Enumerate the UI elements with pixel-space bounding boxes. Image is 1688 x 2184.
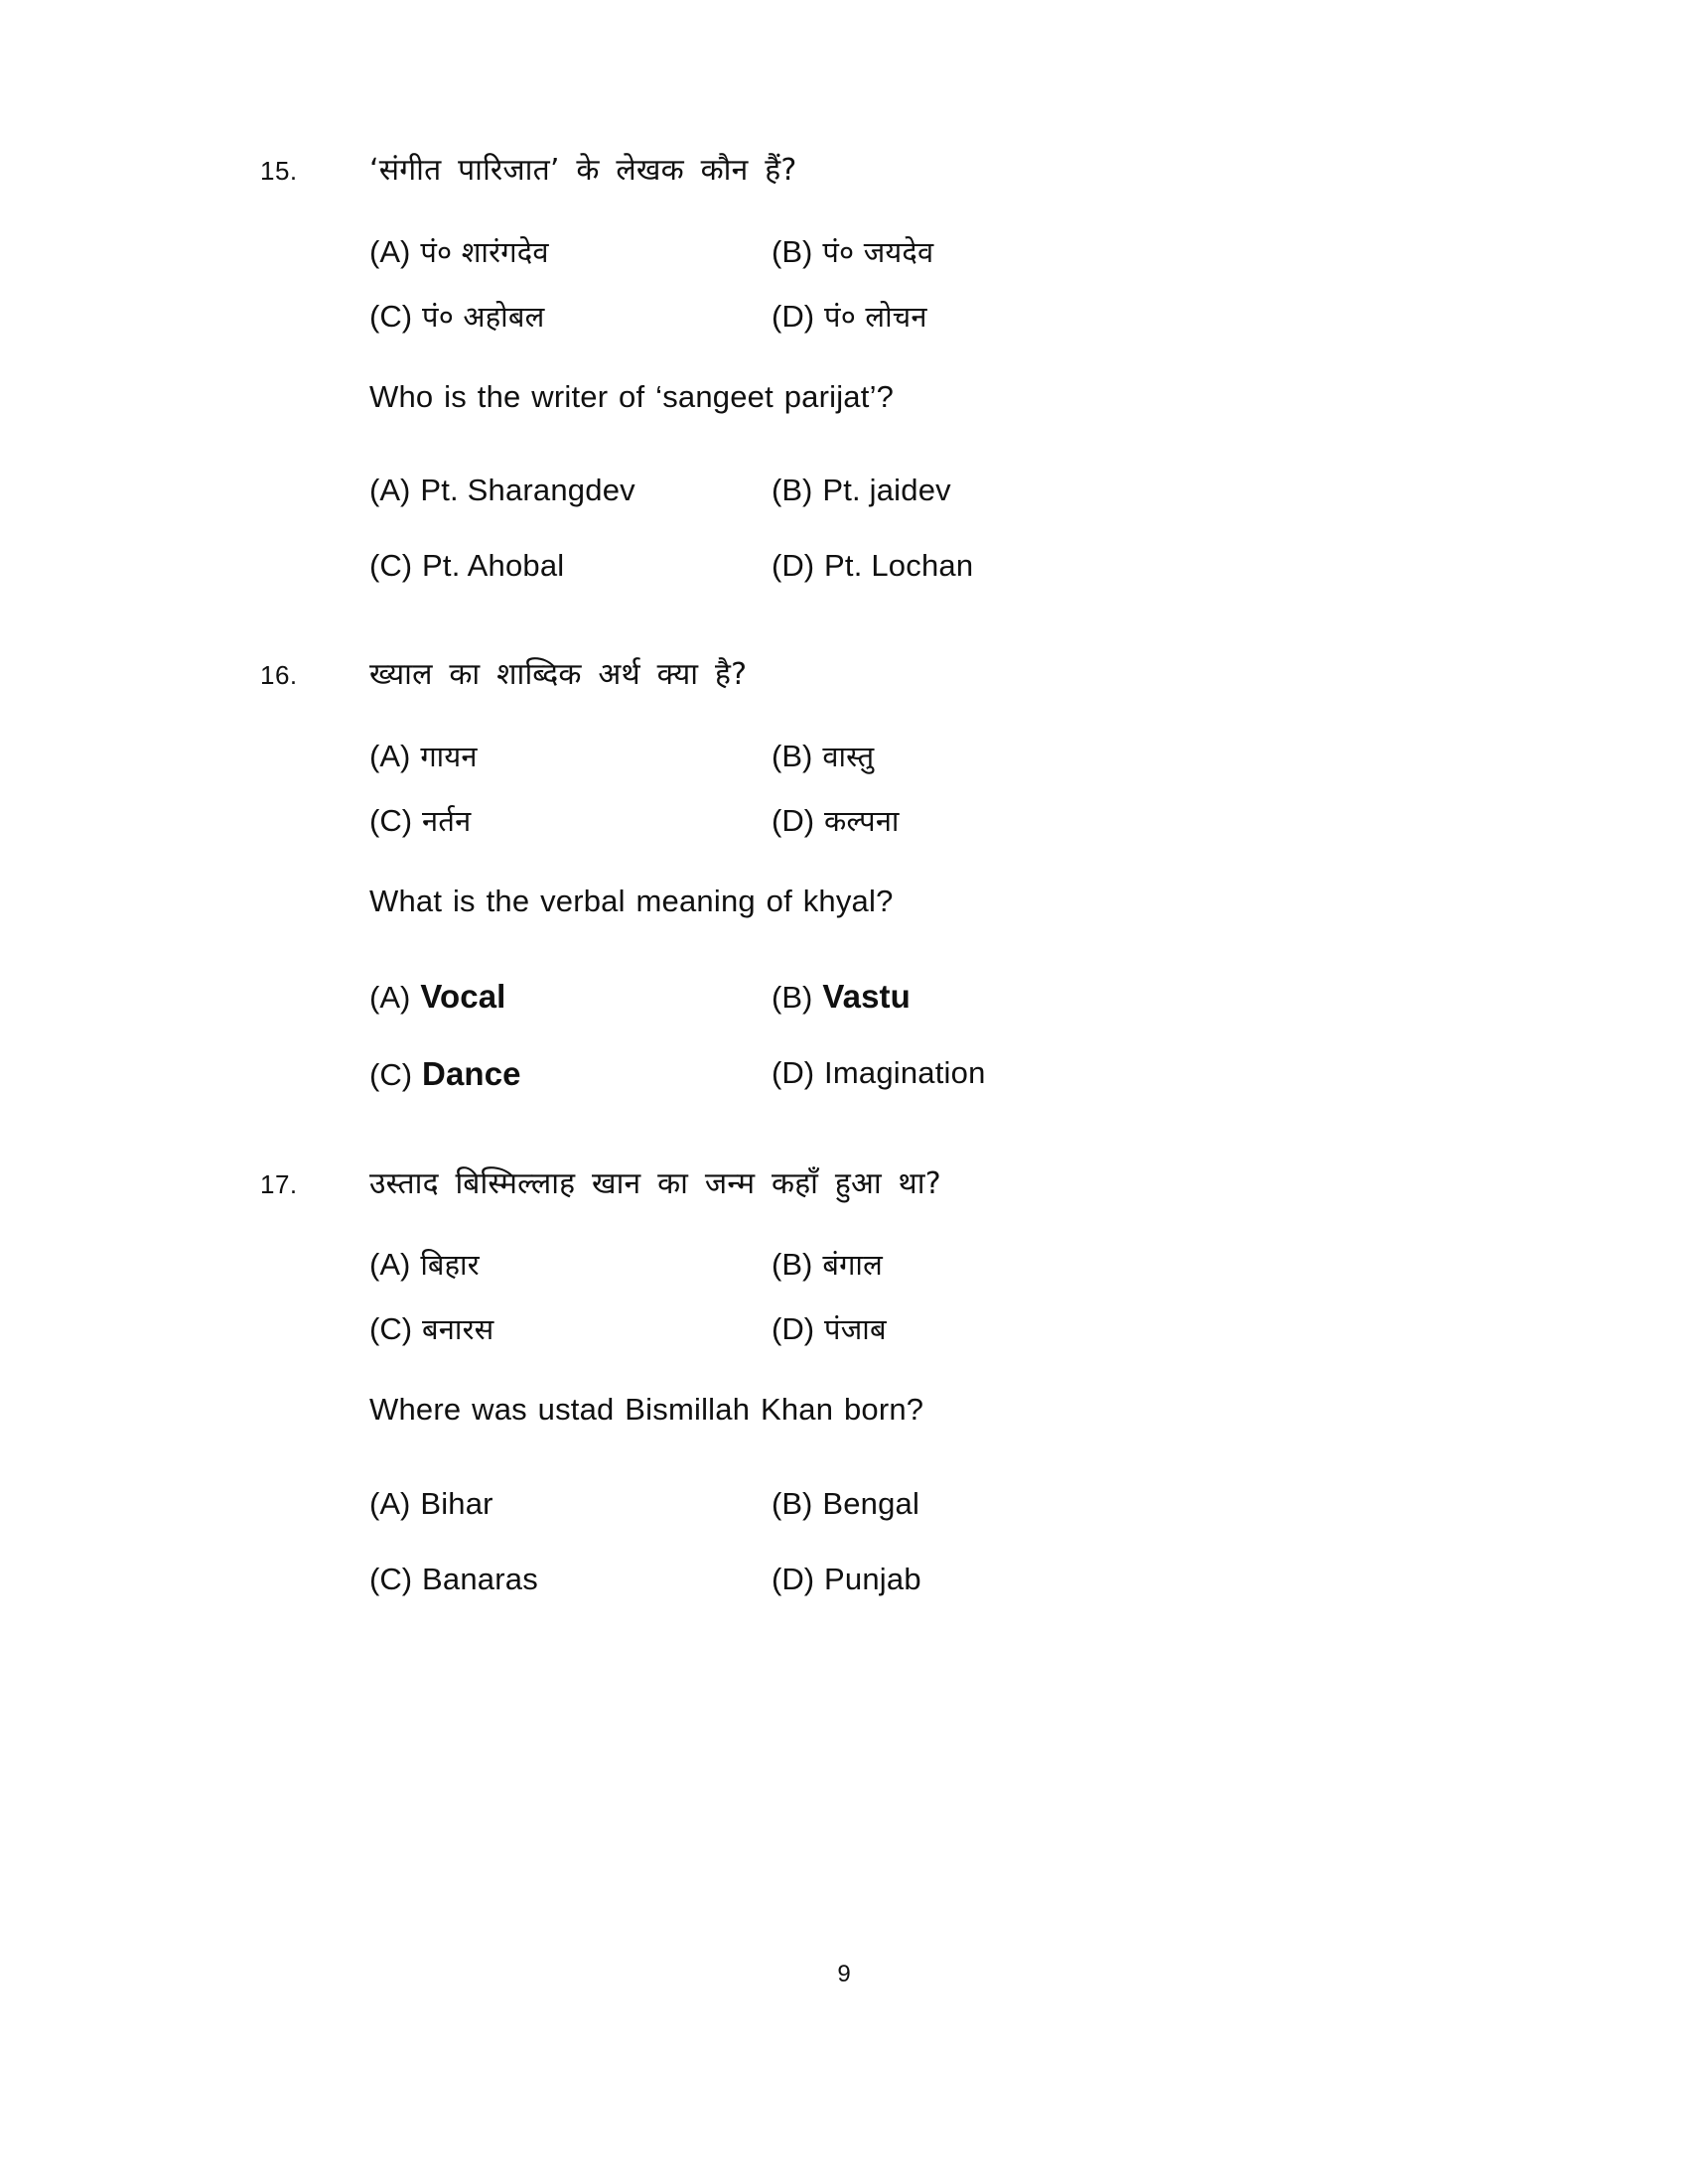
option-d-english-16[interactable] [772, 1055, 1174, 1093]
option-label: Bihar [420, 1486, 493, 1522]
option-label: Pt. Lochan [824, 548, 974, 584]
option-row [369, 1055, 1174, 1093]
option-c-english-15[interactable] [369, 548, 772, 584]
option-b-hindi-15[interactable] [772, 232, 1174, 271]
option-row [369, 1562, 1174, 1597]
question-stem-row-hindi-17 [0, 1162, 1688, 1206]
option-d-english-15[interactable] [772, 548, 1174, 584]
page-number: 9 [837, 1961, 851, 1987]
question-text-hindi-16: ख्याल का शाब्दिक अर्थ क्या है? [369, 657, 748, 693]
option-label: नर्तन [422, 803, 472, 838]
option-tag: (A) [369, 1247, 411, 1283]
option-b-english-17[interactable] [772, 1486, 1174, 1522]
option-a-english-17[interactable] [369, 1486, 772, 1522]
option-label: Pt. Sharangdev [420, 473, 635, 508]
page-footer [0, 1961, 1688, 1988]
option-tag: (C) [369, 298, 413, 334]
option-label: पं० लोचन [824, 299, 927, 334]
option-c-english-17[interactable] [369, 1562, 772, 1597]
option-label: Pt. jaidev [822, 473, 951, 508]
options-english-16 [0, 978, 1688, 1093]
question-block-15 [0, 149, 1688, 584]
option-tag: (D) [772, 548, 815, 584]
question-stem-row-english-16 [0, 880, 1688, 924]
option-tag: (A) [369, 233, 411, 269]
option-row [369, 232, 1174, 271]
option-d-hindi-16[interactable] [772, 801, 1174, 840]
option-a-hindi-17[interactable] [369, 1245, 772, 1284]
question-text-english-16: What is the verbal meaning of khyal? [369, 883, 894, 918]
option-row [369, 737, 1174, 775]
option-d-english-17[interactable] [772, 1562, 1174, 1597]
option-label: Bengal [822, 1486, 920, 1522]
option-label: Pt. Ahobal [422, 548, 565, 584]
option-tag: (B) [772, 1247, 813, 1283]
option-tag: (D) [772, 1311, 815, 1347]
options-english-15 [0, 473, 1688, 584]
option-c-hindi-17[interactable] [369, 1309, 772, 1348]
option-row [369, 1486, 1174, 1522]
option-row [369, 1245, 1174, 1284]
option-tag: (A) [369, 738, 411, 773]
option-tag: (C) [369, 1562, 413, 1597]
option-a-english-15[interactable] [369, 473, 772, 508]
option-label: वास्तु [822, 739, 875, 773]
option-row [369, 1309, 1174, 1348]
option-row [369, 473, 1174, 508]
option-b-english-16[interactable] [772, 978, 1174, 1016]
option-label: पं० जयदेव [822, 234, 934, 269]
option-label: पंजाब [824, 1312, 887, 1347]
option-label: बनारस [422, 1312, 494, 1347]
option-b-hindi-17[interactable] [772, 1245, 1174, 1284]
question-block-17 [0, 1162, 1688, 1597]
option-d-hindi-17[interactable] [772, 1309, 1174, 1348]
question-text-english-15: Who is the writer of ‘sangeet parijat’? [369, 378, 895, 414]
option-a-hindi-15[interactable] [369, 232, 772, 271]
option-b-english-15[interactable] [772, 473, 1174, 508]
option-c-hindi-16[interactable] [369, 801, 772, 840]
option-tag: (A) [369, 979, 411, 1015]
option-label: Vocal [420, 977, 506, 1015]
option-tag: (D) [772, 1054, 815, 1090]
question-stem-row-hindi-16 [0, 653, 1688, 697]
option-tag: (A) [369, 1486, 411, 1522]
option-label: Imagination [824, 1054, 986, 1090]
option-label: गायन [420, 739, 478, 773]
option-tag: (D) [772, 1562, 815, 1597]
option-label: Punjab [824, 1562, 921, 1597]
question-stem-row-hindi-15 [0, 149, 1688, 193]
question-stem-row-english-15 [0, 375, 1688, 420]
option-b-hindi-16[interactable] [772, 737, 1174, 775]
option-tag: (B) [772, 738, 813, 773]
option-a-hindi-16[interactable] [369, 737, 772, 775]
option-label: Vastu [822, 977, 911, 1015]
option-tag: (D) [772, 802, 815, 838]
option-tag: (B) [772, 1486, 813, 1522]
question-number-16: 16. [260, 660, 298, 691]
option-tag: (B) [772, 473, 813, 508]
option-label: बंगाल [822, 1248, 883, 1283]
option-tag: (B) [772, 233, 813, 269]
option-row [369, 297, 1174, 336]
option-label: पं० शारंगदेव [420, 234, 549, 269]
question-block-16 [0, 653, 1688, 1092]
options-hindi-17 [0, 1245, 1688, 1348]
question-text-hindi-15: ‘संगीत पारिजात’ के लेखक कौन हैं? [369, 153, 797, 188]
question-number-15: 15. [260, 156, 298, 186]
option-row [369, 548, 1174, 584]
option-tag: (A) [369, 473, 411, 508]
option-label: कल्पना [824, 803, 900, 838]
option-tag: (C) [369, 548, 413, 584]
option-label: पं० अहोबल [422, 299, 545, 334]
option-label: Dance [422, 1054, 521, 1092]
option-a-english-16[interactable] [369, 978, 772, 1016]
question-text-hindi-17: उस्ताद बिस्मिल्लाह खान का जन्म कहाँ हुआ था? [369, 1165, 941, 1201]
question-stem-row-english-17 [0, 1388, 1688, 1433]
option-c-hindi-15[interactable] [369, 297, 772, 336]
question-number-17: 17. [260, 1168, 298, 1199]
option-tag: (B) [772, 979, 813, 1015]
options-hindi-16 [0, 737, 1688, 840]
option-row [369, 978, 1174, 1016]
option-label: बिहार [420, 1248, 480, 1283]
questions-container [0, 149, 1688, 1597]
option-c-english-16[interactable] [369, 1055, 772, 1093]
option-d-hindi-15[interactable] [772, 297, 1174, 336]
option-tag: (C) [369, 1056, 413, 1092]
option-tag: (C) [369, 1311, 413, 1347]
option-row [369, 801, 1174, 840]
option-tag: (D) [772, 298, 815, 334]
question-text-english-17: Where was ustad Bismillah Khan born? [369, 1392, 924, 1428]
option-label: Banaras [422, 1562, 538, 1597]
option-tag: (C) [369, 802, 413, 838]
options-hindi-15 [0, 232, 1688, 336]
options-english-17 [0, 1486, 1688, 1597]
